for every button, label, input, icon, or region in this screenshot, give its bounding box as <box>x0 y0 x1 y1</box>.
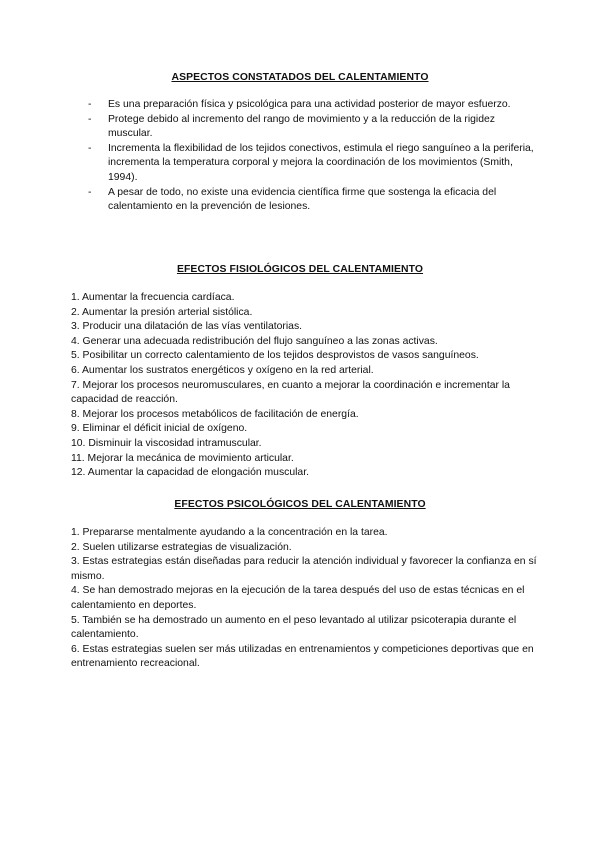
bullet-text: A pesar de todo, no existe una evidencia científica firme que sostenga la eficacia del calentamiento en la prevención de lesiones. <box>108 186 497 213</box>
bullet-text: Protege debido al incremento del rango de movimiento y a la reducción de la rigidez muscular. <box>108 113 495 140</box>
bullet-item <box>88 113 538 142</box>
bullet-text: Es una preparación física y psicológica para una actividad posterior de mayor esfuerzo. <box>108 99 511 110</box>
list-item: 6. Estas estrategias suelen ser más utilizadas en entrenamientos y competiciones deportivas que en entrenamiento recreacional. <box>71 643 534 670</box>
aspectos-bullet-list <box>88 98 538 215</box>
bullet-item <box>88 98 538 113</box>
list-item: 1. Aumentar la frecuencia cardíaca. <box>71 292 235 303</box>
list-item: 4. Se han demostrado mejoras en la ejecución de la tarea después del uso de estas técnicas en el calentamiento en deportes. <box>71 585 525 611</box>
list-item: 1. Prepararse mentalmente ayudando a la concentración en la tarea. <box>71 527 388 538</box>
list-item: 7. Mejorar los procesos neuromusculares, en cuanto a mejorar la coordinación e incrementar la capacidad de reacción. <box>71 379 510 406</box>
bullet-dash: - <box>88 113 92 125</box>
list-item: 3. Estas estrategias están diseñadas para reducir la atención individual y favorecer la confianza en sí mismo. <box>71 556 537 582</box>
list-item: 10. Disminuir la viscosidad intramuscular. <box>71 437 262 449</box>
bullet-dash: - <box>88 99 92 110</box>
fisiologicos-numbered-list <box>71 291 541 481</box>
bullet-dash: - <box>88 142 92 154</box>
section-heading-psicologicos: EFECTOS PSICOLÓGICOS DEL CALENTAMIENTO <box>174 499 426 510</box>
list-item: 2. Aumentar la presión arterial sistólica. <box>71 306 253 318</box>
bullet-item <box>88 142 538 186</box>
psicologicos-numbered-list <box>71 526 541 672</box>
section-heading-aspectos: ASPECTOS CONSTATADOS DEL CALENTAMIENTO <box>171 72 429 83</box>
section-heading-fisiologicos: EFECTOS FISIOLÓGICOS DEL CALENTAMIENTO <box>176 264 424 275</box>
list-item: 2. Suelen utilizarse estrategias de visualización. <box>71 541 292 553</box>
list-item: 8. Mejorar los procesos metabólicos de facilitación de energía. <box>71 408 359 420</box>
list-item: 6. Aumentar los sustratos energéticos y oxígeno en la red arterial. <box>71 364 374 376</box>
list-item: 3. Producir una dilatación de las vías ventilatorias. <box>71 321 303 333</box>
bullet-text: Incrementa la flexibilidad de los tejidos conectivos, estimula el riego sanguíneo a la periferia, incrementa la temperatura corporal y mejora la coordinación de los movimientos (Smith, 1994). <box>108 142 534 183</box>
list-item: 11. Mejorar la mecánica de movimiento articular. <box>71 452 294 464</box>
list-item: 4. Generar una adecuada redistribución del flujo sanguíneo a las zonas activas. <box>71 335 438 347</box>
list-item: 12. Aumentar la capacidad de elongación muscular. <box>71 467 309 479</box>
list-item: 9. Eliminar el déficit inicial de oxígeno. <box>71 423 248 435</box>
bullet-item <box>88 186 538 215</box>
list-item: 5. Posibilitar un correcto calentamiento de los tejidos desprovistos de vasos sanguíneos. <box>71 350 479 362</box>
bullet-dash: - <box>88 186 92 198</box>
list-item: 5. También se ha demostrado un aumento en el peso levantado al utilizar psicoterapia durante el calentamiento. <box>71 614 517 641</box>
